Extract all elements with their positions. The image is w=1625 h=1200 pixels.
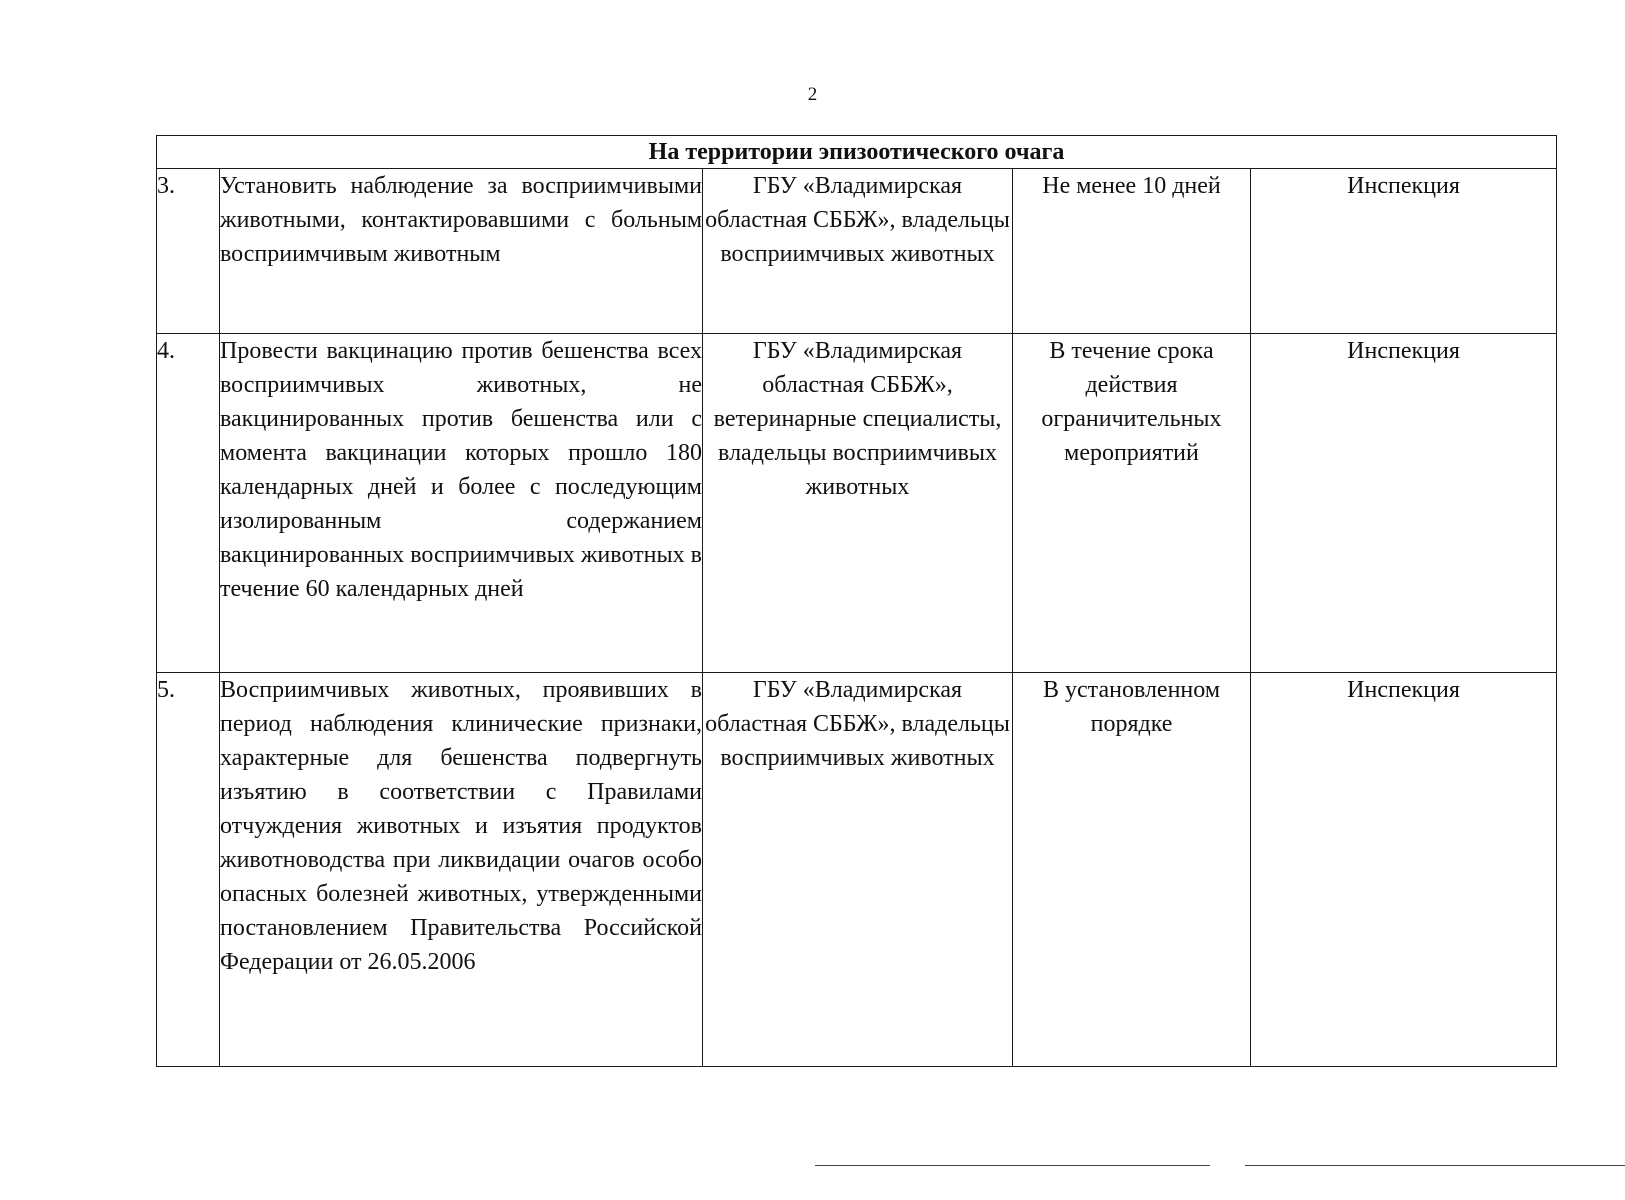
table-row [157,673,1557,1067]
measure-cell: Установить наблюдение за восприимчивыми животными, контактировавшими с больным восприимчивым животным [220,169,703,334]
section-header: На территории эпизоотического очага [157,136,1557,169]
term-cell: В течение срока действия ограничительных мероприятий [1013,334,1251,673]
control-cell: Инспекция [1251,673,1557,1067]
term-cell: Не менее 10 дней [1013,169,1251,334]
row-number: 4. [157,334,220,673]
executors-cell: ГБУ «Владимирская областная СББЖ», ветеринарные специалисты, владельцы восприимчивых животных [703,334,1013,673]
executors-cell: ГБУ «Владимирская областная СББЖ», владельцы восприимчивых животных [703,673,1013,1067]
row-number: 3. [157,169,220,334]
measures-table [156,135,1557,1067]
measure-cell: Восприимчивых животных, проявивших в период наблюдения клинические признаки, характерные для бешенства подвергнуть изъятию в соответствии с Правилами отчуждения животных и изъятия продуктов животноводства при ликвидации очагов особо опасных болезней животных, утвержденными постановлением Правительства Российской Федерации от 26.05.2006 [220,673,703,1067]
measure-cell: Провести вакцинацию против бешенства всех восприимчивых животных, не вакцинированных против бешенства или с момента вакцинации которых прошло 180 календарных дней и более с последующим изолированным содержанием вакцинированных восприимчивых животных в течение 60 календарных дней [220,334,703,673]
table-row [157,334,1557,673]
row-number: 5. [157,673,220,1067]
control-cell: Инспекция [1251,334,1557,673]
table-row [157,169,1557,334]
executors-cell: ГБУ «Владимирская областная СББЖ», владельцы восприимчивых животных [703,169,1013,334]
page-number: 2 [807,84,818,105]
bottom-rule-right [1245,1165,1625,1166]
control-cell: Инспекция [1251,169,1557,334]
term-cell: В установленном порядке [1013,673,1251,1067]
bottom-rule-left [815,1165,1210,1166]
section-header-row [157,136,1557,169]
